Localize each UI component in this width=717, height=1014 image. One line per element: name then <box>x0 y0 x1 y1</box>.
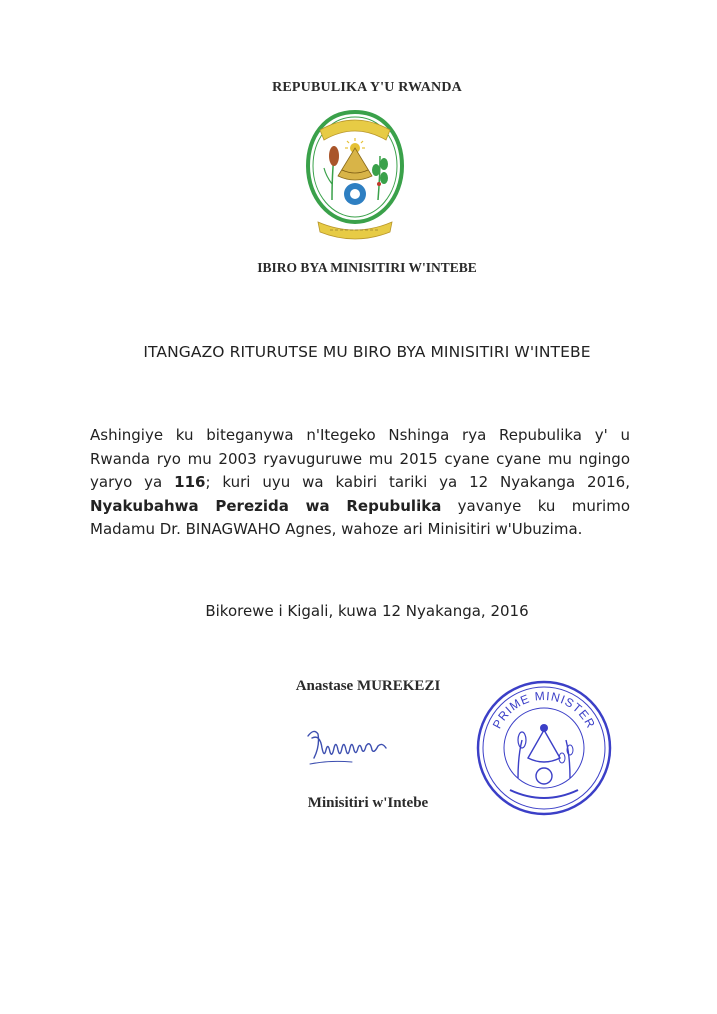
svg-text:PRIME MINISTER: PRIME MINISTER <box>489 688 599 731</box>
signatory-role: Minisitiri w'Intebe <box>307 795 429 811</box>
dateline: Bikorewe i Kigali, kuwa 12 Nyakanga, 2016 <box>205 602 529 620</box>
body-text-2: ; kuri uyu wa kabiri tariki ya 12 Nyakanga 2016, <box>205 473 630 491</box>
article-number: 116 <box>174 473 206 491</box>
rwanda-coat-of-arms-icon <box>302 104 408 244</box>
republic-header: REPUBULIKA Y'U RWANDA <box>272 80 462 95</box>
body-text-3: yavanye ku murimo Madamu Dr. BINAGWAHO Agnes, wahoze ari Minisitiri w'Ubuzima. <box>90 496 630 538</box>
announcement-body <box>90 424 630 542</box>
signatory-name: Anastase MUREKEZI <box>295 678 441 694</box>
handwritten-signature <box>300 724 392 772</box>
office-header: IBIRO BYA MINISITIRI W'INTEBE <box>257 260 477 275</box>
prime-minister-stamp <box>474 678 614 818</box>
president-title: Nyakubahwa Perezida wa Repubulika <box>90 496 442 515</box>
body-text-1: Ashingiye ku biteganywa n'Itegeko Nshinga rya Repubulika y' u Rwanda ryo mu 2003 ryavuguruwe mu 2015 cyane cyane mu ngingo yaryo ya <box>90 426 630 491</box>
announcement-title: ITANGAZO RITURUTSE MU BIRO BYA MINISITIRI W'INTEBE <box>143 343 591 361</box>
